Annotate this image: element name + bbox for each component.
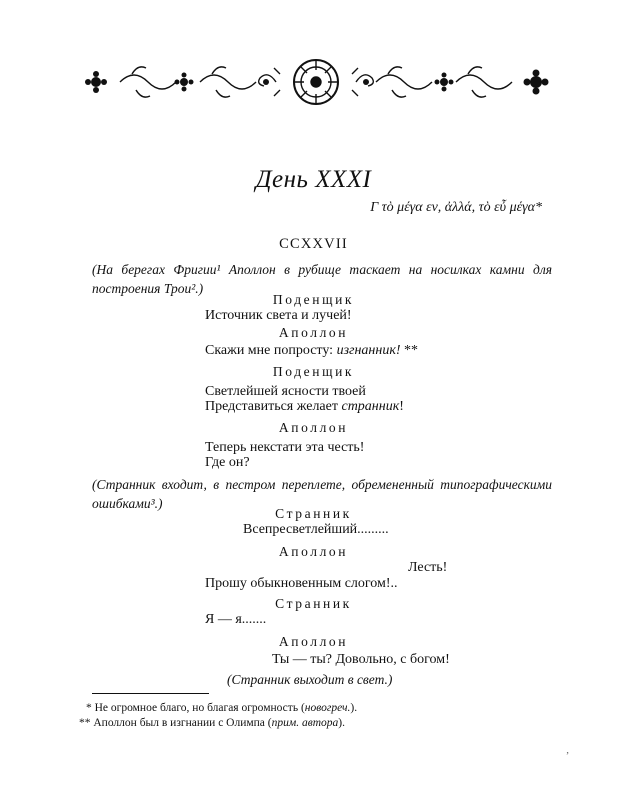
stage-direction-opening: (На берегах Фригии¹ Аполлон в рубище таскает на носилках камни для построения Трои².)	[92, 262, 552, 296]
footnote-separator	[92, 693, 209, 694]
speaker-name: Поденщик	[272, 292, 355, 307]
dialogue-line: Прошу обыкновенным слогом!..	[205, 576, 398, 591]
dialogue-line: Всепресветлейший.........	[243, 522, 389, 537]
footnote-1: * Не огромное благо, но благая огромность (новогреч.).	[86, 702, 358, 714]
dialogue-line: Я — я.......	[205, 612, 267, 627]
speaker-name: Аполлон	[278, 325, 349, 340]
speaker-name: Аполлон	[278, 544, 349, 559]
dialogue-line: Лесть!	[408, 560, 448, 575]
dialogue-line	[205, 399, 404, 415]
section-number: CCXXVII	[279, 236, 348, 252]
line-text: Представиться желает	[205, 399, 342, 414]
footnote-note: новогреч.	[304, 702, 351, 714]
speaker-name: Аполлон	[278, 420, 349, 435]
dialogue-line: Где он?	[205, 455, 250, 470]
line-text: Скажи мне попросту:	[205, 343, 337, 358]
dialogue-line: Источник света и лучей!	[205, 308, 352, 323]
margin-mark: ,	[566, 744, 569, 756]
line-emphasis: странник	[341, 399, 400, 414]
floral-ornament-band	[80, 56, 552, 108]
line-emphasis: изгнанник!	[336, 343, 401, 358]
footnote-text: Аполлон был в изгнании с Олимпа	[93, 717, 265, 729]
footnote-text: Не огромное благо, но благая огромность	[94, 702, 299, 714]
day-title: День XXXI	[255, 166, 372, 193]
stage-direction-entrance: (Странник входит, в пестром переплете, обремененный типографическими ошибками³.)	[92, 477, 552, 511]
footnote-2: ** Аполлон был в изгнании с Олимпа (прим. автора).	[79, 717, 345, 729]
greek-epigraph: Γ τὸ μέγα εν, ἀλλά, τὸ εὖ μέγα*	[370, 200, 542, 215]
dialogue-line: Ты — ты? Довольно, с богом!	[272, 652, 450, 667]
footnote-marker: **	[400, 343, 419, 358]
speaker-name: Странник	[275, 506, 352, 521]
stage-direction-exit: (Странник выходит в свет.)	[227, 672, 393, 687]
dialogue-line	[205, 343, 418, 359]
footnote-mark: *	[86, 702, 92, 714]
speaker-name: Поденщик	[272, 364, 355, 379]
dialogue-line: Светлейшей ясности твоей	[205, 384, 366, 399]
speaker-name: Аполлон	[278, 634, 349, 649]
line-text: !	[399, 399, 404, 414]
dialogue-line: Теперь некстати эта честь!	[205, 440, 365, 455]
footnote-mark: **	[79, 717, 91, 729]
footnote-note: прим. автора	[271, 717, 339, 729]
speaker-name: Странник	[275, 596, 352, 611]
